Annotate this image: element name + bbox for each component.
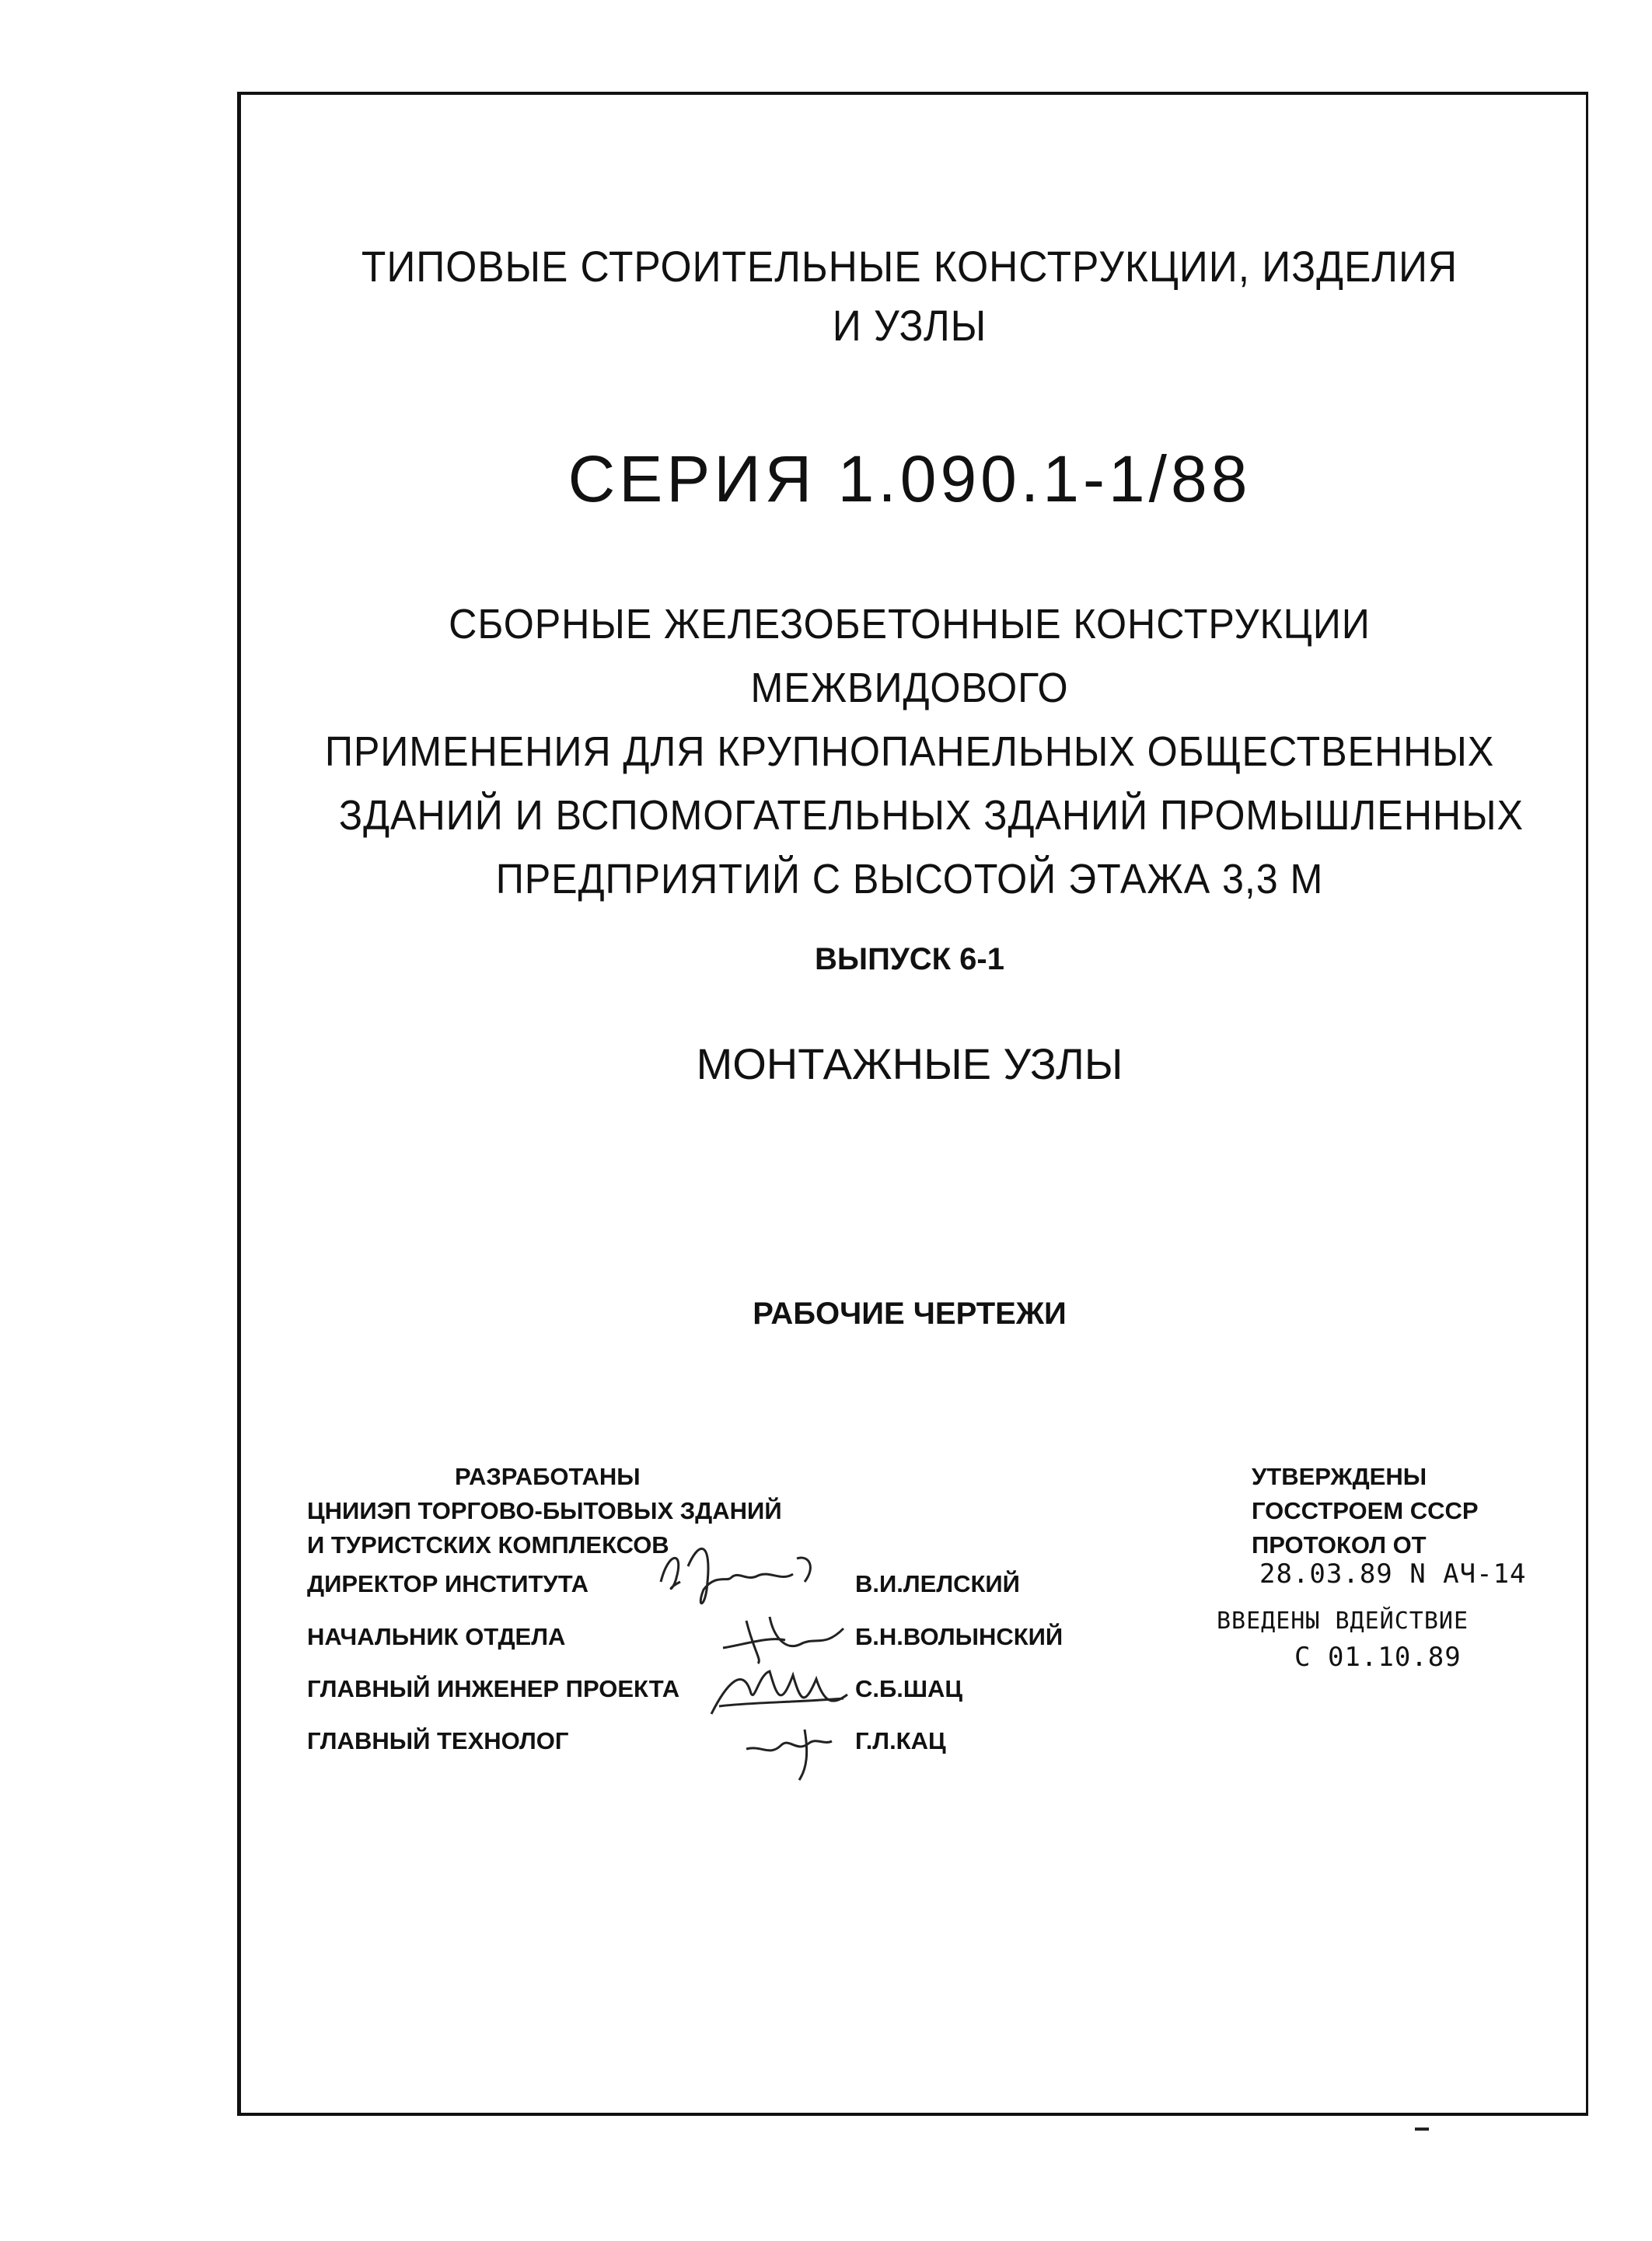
effective-note: ВВЕДЕНЫ ВДЕЙСТВИЕ [1217,1607,1469,1635]
signature-dept-head [715,1605,855,1667]
approval-protocol-date: 28.03.89 N АЧ-14 [1259,1559,1527,1590]
role-director: ДИРЕКТОР ИНСТИТУТА [307,1570,589,1597]
subject-line-1: СБОРНЫЕ ЖЕЛЕЗОБЕТОННЫЕ КОНСТРУКЦИИ МЕЖВИДОВОГО [449,601,1371,711]
issue-title: МОНТАЖНЫЕ УЗЛЫ [696,1039,1123,1088]
subject-line-3: ЗДАНИЙ И ВСПОМОГАТЕЛЬНЫХ ЗДАНИЙ ПРОМЫШЛЕННЫХ [338,792,1524,839]
name-director: В.И.ЛЕЛСКИЙ [855,1570,1020,1597]
approved-line-1: УТВЕРЖДЕНЫ [1252,1463,1427,1490]
approved-line-3: ПРОТОКОЛ ОТ [1252,1531,1427,1559]
subject-line-4: ПРЕДПРИЯТИЙ С ВЫСОТОЙ ЭТАЖА 3,3 М [495,856,1324,902]
effective-date: С 01.10.89 [1294,1642,1462,1673]
approved-line-2: ГОССТРОЕМ СССР [1252,1497,1479,1524]
subject-line-2: ПРИМЕНЕНИЯ ДЛЯ КРУПНОПАНЕЛЬНЫХ ОБЩЕСТВЕННЫХ [324,728,1495,775]
document-type: РАБОЧИЕ ЧЕРТЕЖИ [753,1297,1067,1331]
name-chief-engineer: С.Б.ШАЦ [855,1675,963,1702]
header-line-1: ТИПОВЫЕ СТРОИТЕЛЬНЫЕ КОНСТРУКЦИИ, ИЗДЕЛИЯ [361,242,1458,291]
page-border [237,92,1588,2116]
developer-org-line-1: ЦНИИЭП ТОРГОВО-БЫТОВЫХ ЗДАНИЙ [307,1497,782,1524]
approved-block [1252,1460,1479,1562]
signature-chief-technologist [739,1714,847,1784]
role-chief-technologist: ГЛАВНЫЙ ТЕХНОЛОГ [307,1727,569,1754]
developed-heading: РАЗРАБОТАНЫ [455,1463,641,1490]
header-title [295,237,1525,355]
name-chief-technologist: Г.Л.КАЦ [855,1727,946,1754]
role-chief-engineer: ГЛАВНЫЙ ИНЖЕНЕР ПРОЕКТА [307,1675,680,1702]
series-title: СЕРИЯ 1.090.1-1/88 [568,442,1252,515]
name-dept-head: Б.Н.ВОЛЫНСКИЙ [855,1623,1063,1650]
header-line-2: И УЗЛЫ [832,301,987,350]
role-dept-head: НАЧАЛЬНИК ОТДЕЛА [307,1623,566,1650]
subject-title [288,592,1532,911]
issue-number: ВЫПУСК 6-1 [815,942,1004,976]
border-mark [1415,2128,1429,2131]
developer-org-line-2: И ТУРИСТСКИХ КОМПЛЕКСОВ [307,1531,669,1559]
